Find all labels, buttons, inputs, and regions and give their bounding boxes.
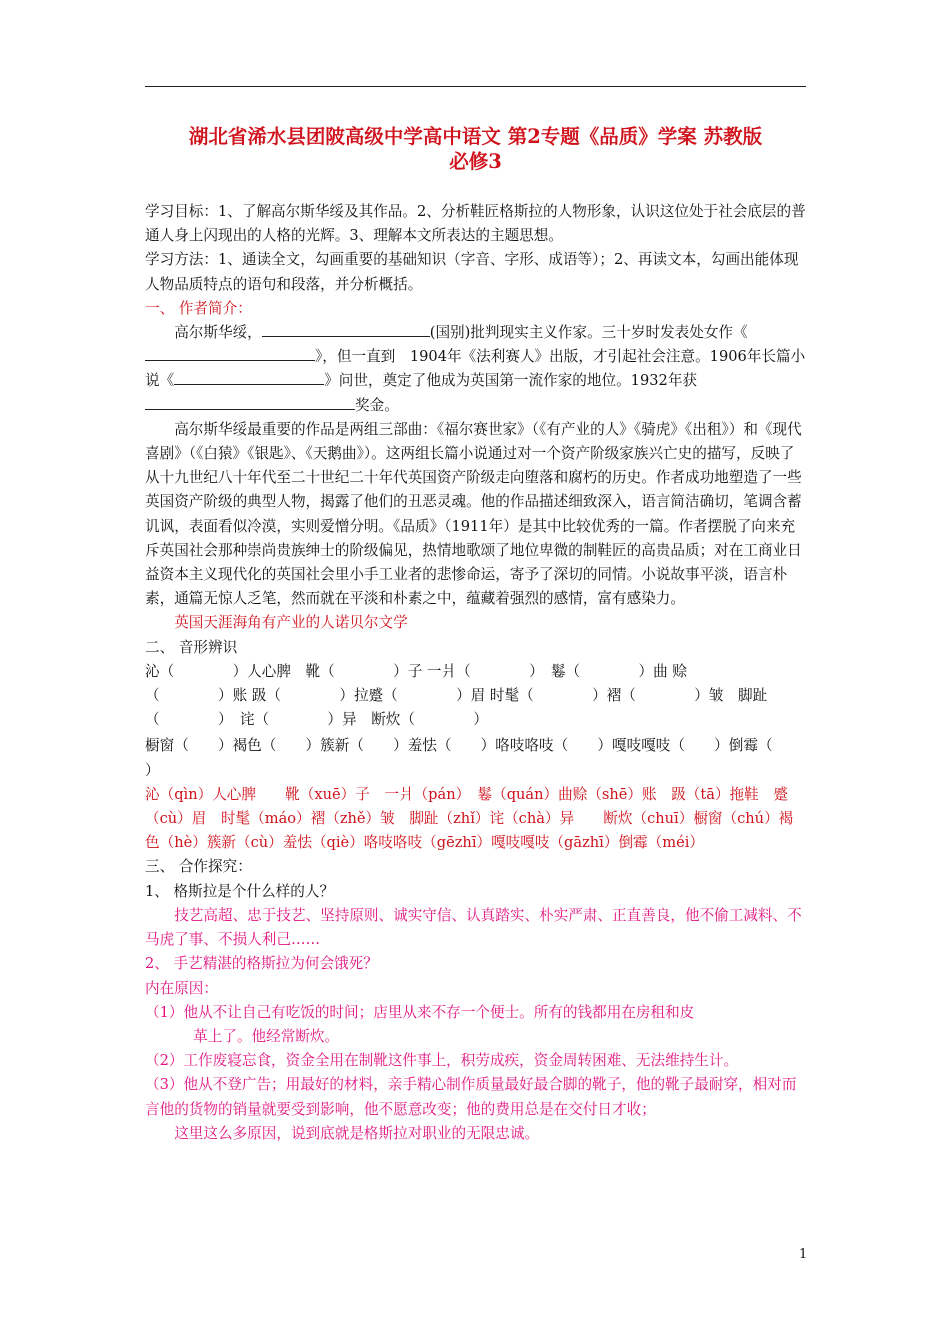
reason-summary: 这里这么多原因，说到底就是格斯拉对职业的无限忠诚。 [174, 1124, 540, 1142]
blank-novel[interactable] [174, 369, 324, 385]
section-1-heading: 一、 作者简介： [145, 299, 252, 317]
reason-3: （3）他从不登广告；用最好的材料，亲手精心制作质量最好最合脚的靴子，他的靴子最耐穿，相对而言他的货物的销量就要受到影响，他不愿意改变；他的费用总是在交付日才收； [145, 1076, 797, 1118]
blank-prize[interactable] [145, 394, 355, 410]
methods-text: 1、通读全文，勾画重要的基础知识（字音、字形、成语等）；2、再读文本，勾画出能体现人物品质特点的语句和段落，并分析概括。 [145, 251, 799, 293]
author-text-a: 高尔斯华绥， [174, 324, 262, 342]
question-2: 2、 手艺精湛的格斯拉为何会饿死？ [145, 955, 378, 973]
section-3-heading: 三、 合作探究： [145, 858, 252, 876]
pronunciation-line-4: 橱窗（ ）褐色（ ）簇新（ ）羞怯（ ）咯吱咯吱（ ）嘎吱嘎吱（ ）倒霉（ [145, 737, 773, 755]
methods-label: 学习方法： [145, 251, 218, 269]
learning-objectives [145, 200, 806, 248]
reason-1b: 革上了。他经常断炊。 [193, 1027, 340, 1045]
pronunciation-line-1: 沁（ ）人心脾 靴（ ）子 一爿（ ） 鬈（ ）曲 赊 [145, 662, 687, 680]
document-title [145, 124, 806, 174]
reason-2: （2）工作废寝忘食，资金全用在制靴这件事上，积劳成疾，资金周转困难、无法维持生计。 [145, 1052, 739, 1070]
blank-country[interactable] [262, 321, 430, 337]
author-fill-in-paragraph [145, 321, 806, 418]
pronunciation-line-5: ） [145, 761, 160, 779]
learning-methods [145, 248, 806, 296]
author-text-d: 》问世，奠定了他成为英国第一流作家的地位。1932年获 [324, 372, 698, 390]
pronunciation-line-3: （ ） 诧（ ）异 断炊（ ） [145, 711, 488, 729]
author-text-e: 奖金。 [355, 396, 399, 414]
title-line-1: 湖北省浠水县团陂高级中学高中语文 第2专题《品质》学案 苏教版 [188, 125, 763, 148]
objectives-text: 1、了解高尔斯华绥及其作品。2、分析鞋匠格斯拉的人物形象，认识这位处于社会底层的普通人身上闪现出的人格的光辉。3、理解本文所表达的主题思想。 [145, 203, 806, 245]
author-text-b: (国别)批判现实主义作家。三十岁时发表处女作《 [429, 324, 748, 342]
header-rule [145, 86, 806, 87]
author-answers: 英国天涯海角有产业的人诺贝尔文学 [174, 614, 408, 632]
blank-first-work[interactable] [145, 345, 315, 361]
author-text-c: 》，但一直到 1904年《法利赛人》出版，才引起社会注意。1906年长篇小说《 [145, 348, 806, 390]
pronunciation-answers: 沁（qìn）人心脾 靴（xuē）子 一爿（pán） 鬈（quán）曲赊（shē）账 趿（tā）拖鞋 蹙（cù）眉 时髦（máo）褶（zhě）皱 脚趾（zhǐ）诧（chà）异 断炊（chuī）橱窗（chú）褐色（hè）簇新（cù）羞怯（qiè）咯吱咯吱（gēzhī）嘎吱嘎吱（gāzhī）倒霉（méi） [145, 785, 794, 852]
page-number: 1 [799, 1247, 808, 1262]
reason-1a: （1）他从不让自己有吃饭的时间；店里从来不存一个便士。所有的钱都用在房租和皮 [145, 1003, 695, 1021]
inner-reasons-label: 内在原因： [145, 979, 218, 997]
section-2-heading: 二、 音形辨识 [145, 638, 238, 656]
answer-1: 技艺高超、忠于技艺、坚持原则、诚实守信、认真踏实、朴实严肃、正直善良，他不偷工减料、不马虎了事、不损人利己…… [145, 906, 802, 949]
objectives-label: 学习目标： [145, 203, 218, 220]
pronunciation-line-2: （ ）账 趿（ ）拉蹙（ ）眉 时髦（ ）褶（ ）皱 脚趾 [145, 687, 768, 705]
title-line-2: 必修3 [449, 150, 502, 173]
question-1: 1、 格斯拉是个什么样的人？ [145, 882, 335, 900]
author-works-paragraph: 高尔斯华绥最重要的作品是两组三部曲：《福尔赛世家》（《有产业的人》《骑虎》《出租》）和《现代喜剧》（《白猿》《银匙》、《天鹅曲》）。这两组长篇小说通过对一个资产阶级家族兴亡史的描写，反映了从十九世纪八十年代至二十世纪二十年代英国资产阶级走向堕落和腐朽的历史。作者成功地塑造了一些英国资产阶级的典型人物，揭露了他们的丑恶灵魂。他的作品描述细致深入，语言简洁确切，笔调含蓄讥讽，表面看似冷漠，实则爱憎分明。《品质》（1911年）是其中比较优秀的一篇。作者摆脱了向来充斥英国社会那种崇尚贵族绅士的阶级偏见，热情地歌颂了地位卑微的制鞋匠的高贵品质；对在工商业日益资本主义现代化的英国社会里小手工业者的悲惨命运，寄予了深切的同情。小说故事平淡，语言朴素，通篇无惊人乏笔，然而就在平淡和朴素之中，蕴藏着强烈的感情，富有感染力。 [145, 420, 802, 608]
document-body [145, 200, 806, 1146]
